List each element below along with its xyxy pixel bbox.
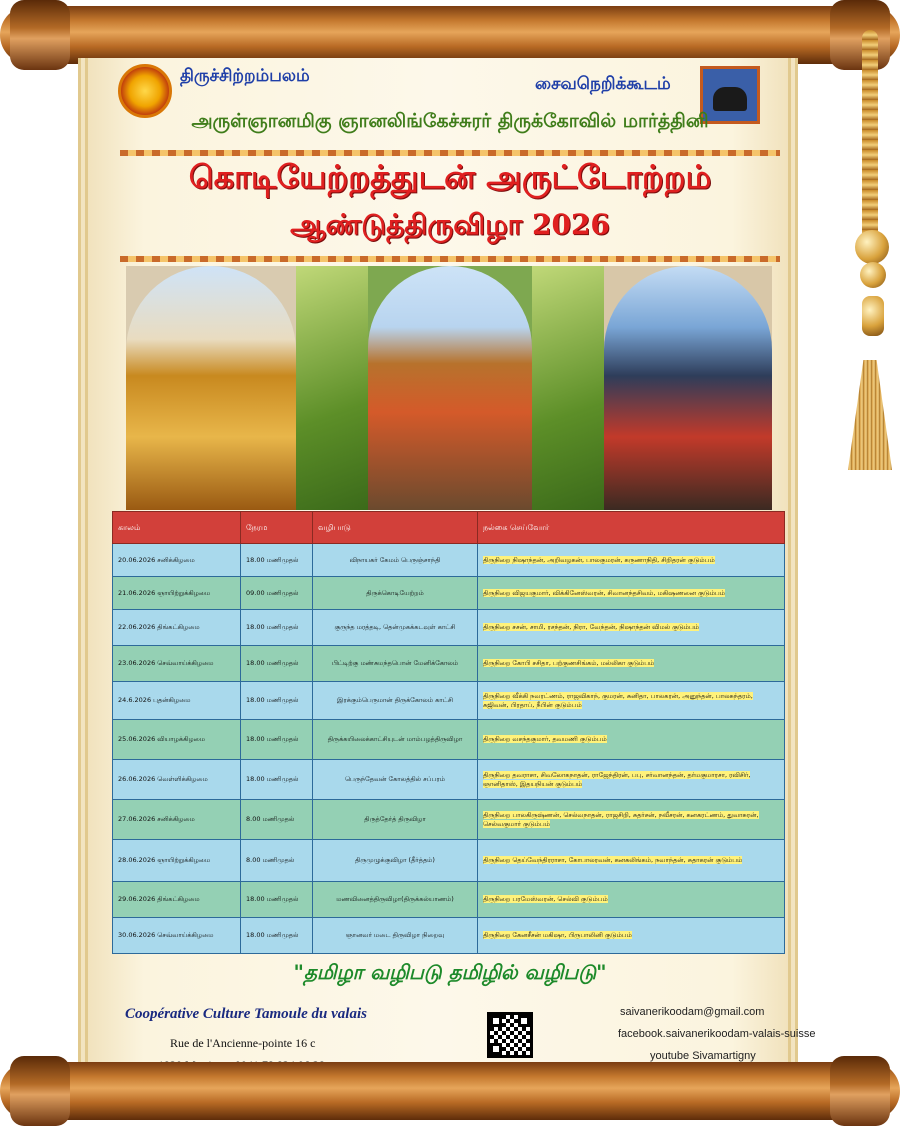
cell-date: 24.6.2026 புதன்கிழமை [113,682,241,720]
cell-date: 27.06.2026 சனிக்கிழமை [113,800,241,840]
cell-date: 30.06.2026 செவ்வாய்க்கிழமை [113,918,241,954]
table-row [113,577,785,610]
cell-date: 25.06.2026 வியாழக்கிழமை [113,720,241,760]
email-link[interactable]: saivanerikoodam@gmail.com [620,1006,765,1018]
scroll-knob-bottom-right [830,1056,890,1126]
banana-leaf-decoration [296,266,368,510]
qr-code-icon[interactable] [487,1012,533,1058]
cell-time: 18.00 மணிமுதல் [241,682,313,720]
facebook-link[interactable]: facebook.saivanerikoodam-valais-suisse [618,1028,816,1040]
cell-date: 26.06.2026 வெள்ளிக்கிழமை [113,760,241,800]
cell-donors: திருநிறை நிஷாந்தன், அறிவழகன், பாலகுமரன், கருணாநிதி, சிறிதரன் குடும்பம் [478,544,785,577]
slogan: "தமிழா வழிபடு தமிழில் வழிபடு" [293,960,607,984]
photo-temple-car [296,266,604,510]
cell-date: 29.06.2026 திங்கட்கிழமை [113,882,241,918]
cell-worship: குருந்த மரத்தடி, தென்முகக்கடவுள் காட்சி [313,610,478,646]
decorative-divider [120,150,780,156]
scroll-knob-top-right [830,0,890,70]
header-right-text: சைவநெறிக்கூடம் [535,74,671,94]
banana-leaf-decoration [532,266,604,510]
cell-donors: திருநிறை சசன், சாமி, ரசந்தன், நிரா, வேந்தன், நிஷாந்தன் விமல் குடும்பம் [478,610,785,646]
cell-time: 18.00 மணிமுதல் [241,882,313,918]
cell-time: 18.00 மணிமுதல் [241,720,313,760]
organization-name: Coopérative Culture Tamoule du valais [125,1006,367,1022]
scroll-bottom-rod [0,1062,900,1120]
temple-name: அருள்ஞானமிகு ஞானலிங்கேச்சுரர் திருக்கோவில் மார்த்தினி [191,110,709,132]
cell-donors: திருநிறை கேனசீசன் மகிஷா, பிருபாலினி குடும்பம் [478,918,785,954]
cell-donors: திருநிறை பரமேஸ்வரன், செல்வி குடும்பம் [478,882,785,918]
table-row [113,882,785,918]
table-row [113,544,785,577]
scroll-knob-top-left [10,0,70,70]
column-header-donors: நல்கை செய்வோர் [478,512,785,544]
photo-golden-chariot [126,266,296,510]
festival-schedule-table [112,511,785,954]
cell-worship: விநாயகர் கேமம் பெருஞ்சாந்தி [313,544,478,577]
scroll-top-rod [0,6,900,64]
header-left-text: திருச்சிற்றம்பலம் [180,66,310,86]
cell-worship: திருக்கயிலைக்காட்சியுடன் மாம்பழத்திருவிழா [313,720,478,760]
cell-donors: திருநிறை வீக்கி நவரட்ணம், ராஜவிகாந், குமரன், சுனிதா, பாலகரன், அனுந்தன், பாலசுந்தரம், சுஜிவன், பிரதாப், நீபின் குடும்பம் [478,682,785,720]
festival-photos [126,266,772,512]
table-row [113,610,785,646]
bead-chain [862,30,878,250]
cell-worship: ஞானவர் மடை திருவிழா நிறைவு [313,918,478,954]
cell-time: 18.00 மணிமுதல் [241,918,313,954]
cell-date: 21.06.2026 ஞாயிற்றுக்கிழமை [113,577,241,610]
cell-date: 20.06.2026 சனிக்கிழமை [113,544,241,577]
youtube-link[interactable]: youtube Sivamartigny [650,1050,756,1062]
address-street: Rue de l'Ancienne-pointe 16 c [170,1036,316,1050]
cell-date: 28.06.2026 ஞாயிற்றுக்கிழமை [113,840,241,882]
cell-worship: பிட்டிற்கு மண்சுமந்தபொன் மேனிக்கோலம் [313,646,478,682]
cell-worship: திருக்கொடியேற்றம் [313,577,478,610]
cell-worship: திருமுழுக்குவிழா (தீர்த்தம்) [313,840,478,882]
cell-time: 8.00 மணிமுதல் [241,840,313,882]
scroll-knob-bottom-left [10,1056,70,1126]
table-row [113,646,785,682]
cell-donors: திருநிறை வசந்தகுமார், தவமணி குடும்பம் [478,720,785,760]
cell-donors: திருநிறை விஜயகுமார், விக்கினேஸ்வரன், சிவானந்தசிவம், மகிஷணனை குடும்பம் [478,577,785,610]
bead-ornament [862,296,884,336]
cell-time: 18.00 மணிமுதல் [241,760,313,800]
table-row [113,760,785,800]
cell-worship: இரக்கும்பெருமான் திருக்கோலம் காட்சி [313,682,478,720]
cell-donors: திருநிறை தவராசா, சிவலோகநாதன், ராஜேந்திரன், பபு, சர்வானந்தன், தர்மகுமாரசா, ரவிசிர், ஞானிதாஸ், இதயநியன் குடும்பம் [478,760,785,800]
cell-date: 22.06.2026 திங்கட்கிழமை [113,610,241,646]
decorative-divider [120,256,780,262]
cell-time: 18.00 மணிமுதல் [241,646,313,682]
cell-time: 18.00 மணிமுதல் [241,610,313,646]
cell-time: 8.00 மணிமுதல் [241,800,313,840]
table-row [113,800,785,840]
cell-donors: திருநிறை பாலகிருஷ்ணன், செல்வநாதன், ராஜசிறி, சுதர்சன், நவீசரன், கனகரட்ணம், துவாசுரன், செல்வகுமார் குடும்பம் [478,800,785,840]
festival-title: கொடியேற்றத்துடன் அருட்டோற்றம் [188,158,712,196]
table-row [113,682,785,720]
cell-donors: திருநிறை கோபி சசிதா, பற்குணசிங்கம், மல்லிகா குடும்பம் [478,646,785,682]
column-header-period: காலம் [113,512,241,544]
tassel [848,360,892,470]
table-row [113,720,785,760]
photo-decorated-chariot [604,266,772,510]
cell-time: 09.00 மணிமுதல் [241,577,313,610]
festival-subtitle: ஆண்டுத்திருவிழா 2026 [290,208,610,241]
bead-ornament [860,262,886,288]
column-header-worship: வழிபாடு [313,512,478,544]
table-row [113,918,785,954]
cell-worship: பெருந்தேவன் கோலத்தில் சப்பரம் [313,760,478,800]
table-header-row [113,512,785,544]
cell-date: 23.06.2026 செவ்வாய்க்கிழமை [113,646,241,682]
cell-worship: மணவினைத்திருவிழா(திருக்கல்யாணம்) [313,882,478,918]
cell-time: 18.00 மணிமுதல் [241,544,313,577]
bead-ornament [855,230,889,264]
table-row [113,840,785,882]
column-header-time: நேரம [241,512,313,544]
cell-worship: திருத்தேர்த் திருவிழா [313,800,478,840]
cell-donors: திருநிறை தெய்வேந்திரராசா, கோபாலரவன், கனகலிங்கம், நவாந்தன், சுதாகரன் குடும்பம் [478,840,785,882]
